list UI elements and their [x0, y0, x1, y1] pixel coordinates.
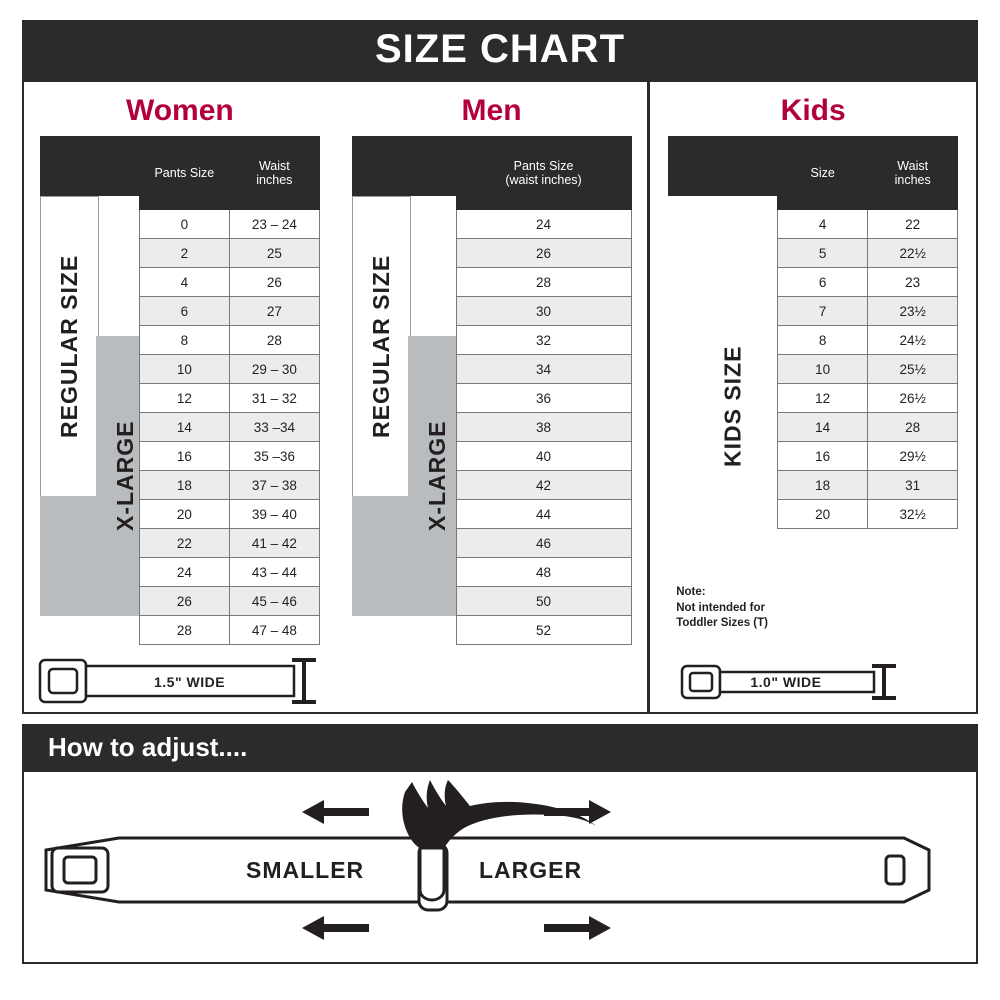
label-larger: LARGER	[479, 857, 583, 883]
men-table-row	[456, 471, 631, 500]
women-size-block	[40, 136, 320, 636]
how-to-adjust-body	[22, 772, 978, 964]
how-to-adjust-bar	[22, 724, 978, 772]
women-table-row	[139, 500, 319, 529]
women-table-row	[139, 529, 319, 558]
kids-table-row	[778, 384, 958, 413]
kids-table-row	[778, 355, 958, 384]
table-cell: 26	[139, 587, 229, 616]
column-men	[336, 82, 648, 712]
table-cell: 6	[139, 297, 229, 326]
table-cell: 31	[868, 471, 958, 500]
women-table-row	[139, 239, 319, 268]
kids-col-size: Size	[778, 137, 868, 210]
table-cell: 37 – 38	[229, 471, 319, 500]
page-title-bar	[22, 20, 978, 82]
men-table-body	[456, 210, 631, 645]
table-cell: 14	[139, 413, 229, 442]
label-smaller: SMALLER	[246, 857, 365, 883]
table-cell: 12	[139, 384, 229, 413]
table-cell: 29½	[868, 442, 958, 471]
men-size-block	[352, 136, 632, 636]
size-tables-area	[22, 82, 978, 714]
men-size-table	[456, 136, 632, 645]
kids-table-row	[778, 471, 958, 500]
kids-size-block	[668, 136, 958, 636]
men-belt-diagram	[336, 644, 648, 719]
table-cell: 10	[778, 355, 868, 384]
table-cell: 26	[229, 268, 319, 297]
kids-size-label: KIDS SIZE	[678, 196, 788, 616]
men-table-row	[456, 442, 631, 471]
table-cell: 52	[456, 616, 631, 645]
men-table-row	[456, 239, 631, 268]
men-table-row	[456, 355, 631, 384]
table-cell: 20	[778, 500, 868, 529]
table-cell: 16	[778, 442, 868, 471]
women-regular-size-label: REGULAR SIZE	[40, 196, 99, 496]
women-xlarge-label: X-LARGE	[96, 336, 155, 616]
table-cell: 22½	[868, 239, 958, 268]
table-cell: 35 –36	[229, 442, 319, 471]
table-cell: 25½	[868, 355, 958, 384]
men-col-pants-size: Pants Size (waist inches)	[456, 137, 631, 210]
women-table-row	[139, 210, 319, 239]
men-table-row	[456, 616, 631, 645]
kids-table-wrap	[777, 136, 958, 529]
kids-note: Note: Not intended for Toddler Sizes (T)	[676, 586, 768, 630]
women-table-row	[139, 326, 319, 355]
table-cell: 24½	[868, 326, 958, 355]
women-table-row	[139, 384, 319, 413]
women-table-row	[139, 442, 319, 471]
table-cell: 40	[456, 442, 631, 471]
table-cell: 33 –34	[229, 413, 319, 442]
table-cell: 4	[778, 210, 868, 239]
kids-table-row	[778, 297, 958, 326]
table-cell: 28	[139, 616, 229, 645]
women-table-row	[139, 471, 319, 500]
column-women	[24, 82, 336, 712]
table-cell: 47 – 48	[229, 616, 319, 645]
women-table-row	[139, 268, 319, 297]
table-cell: 28	[456, 268, 631, 297]
table-cell: 42	[456, 471, 631, 500]
table-cell: 23 – 24	[229, 210, 319, 239]
table-cell: 27	[229, 297, 319, 326]
men-regular-size-label: REGULAR SIZE	[352, 196, 411, 496]
kids-table-body	[778, 210, 958, 529]
women-table-row	[139, 587, 319, 616]
women-table-row	[139, 558, 319, 587]
table-cell: 23	[868, 268, 958, 297]
table-cell: 4	[139, 268, 229, 297]
table-cell: 45 – 46	[229, 587, 319, 616]
table-cell: 2	[139, 239, 229, 268]
table-cell: 0	[139, 210, 229, 239]
table-cell: 22	[868, 210, 958, 239]
how-to-adjust-heading: How to adjust....	[48, 732, 248, 762]
table-cell: 39 – 40	[229, 500, 319, 529]
table-header-row	[456, 137, 631, 210]
table-cell: 20	[139, 500, 229, 529]
kids-table-row	[778, 268, 958, 297]
table-cell: 24	[139, 558, 229, 587]
table-cell: 18	[139, 471, 229, 500]
women-col-pants-size: Pants Size	[139, 137, 229, 210]
women-size-table	[139, 136, 320, 645]
table-cell: 30	[456, 297, 631, 326]
table-cell: 14	[778, 413, 868, 442]
men-table-wrap	[456, 136, 632, 645]
table-cell: 12	[778, 384, 868, 413]
men-table-row	[456, 326, 631, 355]
table-cell: 6	[778, 268, 868, 297]
men-xlarge-label: X-LARGE	[408, 336, 467, 616]
table-header-row	[778, 137, 958, 210]
table-cell: 8	[139, 326, 229, 355]
men-heading: Men	[461, 94, 522, 127]
women-table-row	[139, 355, 319, 384]
women-col-waist: Waist inches	[229, 137, 319, 210]
table-cell: 8	[778, 326, 868, 355]
table-cell: 5	[778, 239, 868, 268]
kids-col-waist: Waist inches	[868, 137, 958, 210]
men-table-row	[456, 587, 631, 616]
men-table-row	[456, 210, 631, 239]
women-table-row	[139, 616, 319, 645]
women-table-body	[139, 210, 319, 645]
table-cell: 34	[456, 355, 631, 384]
table-cell: 48	[456, 558, 631, 587]
table-header-row	[139, 137, 319, 210]
table-cell: 22	[139, 529, 229, 558]
women-belt-diagram	[24, 644, 336, 719]
table-cell: 31 – 32	[229, 384, 319, 413]
women-heading: Women	[125, 94, 234, 127]
table-cell: 32½	[868, 500, 958, 529]
table-cell: 26	[456, 239, 631, 268]
table-cell: 41 – 42	[229, 529, 319, 558]
kids-table-row	[778, 326, 958, 355]
men-table-row	[456, 268, 631, 297]
kids-heading: Kids	[780, 94, 846, 127]
table-cell: 26½	[868, 384, 958, 413]
kids-size-table	[777, 136, 958, 529]
kids-table-row	[778, 442, 958, 471]
men-table-row	[456, 413, 631, 442]
women-table-wrap	[139, 136, 320, 645]
kids-table-row	[778, 413, 958, 442]
table-cell: 25	[229, 239, 319, 268]
kids-table-row	[778, 239, 958, 268]
men-table-row	[456, 297, 631, 326]
table-cell: 28	[868, 413, 958, 442]
kids-belt-diagram	[650, 644, 976, 719]
women-belt-width-label: 1.5" WIDE	[154, 674, 226, 690]
table-cell: 29 – 30	[229, 355, 319, 384]
table-cell: 36	[456, 384, 631, 413]
table-cell: 43 – 44	[229, 558, 319, 587]
women-table-row	[139, 297, 319, 326]
men-table-row	[456, 384, 631, 413]
table-cell: 18	[778, 471, 868, 500]
men-table-row	[456, 500, 631, 529]
table-cell: 46	[456, 529, 631, 558]
kids-belt-width-label: 1.0" WIDE	[750, 674, 822, 690]
women-table-row	[139, 413, 319, 442]
table-cell: 28	[229, 326, 319, 355]
table-cell: 32	[456, 326, 631, 355]
table-cell: 10	[139, 355, 229, 384]
table-cell: 38	[456, 413, 631, 442]
table-cell: 23½	[868, 297, 958, 326]
table-cell: 16	[139, 442, 229, 471]
table-cell: 44	[456, 500, 631, 529]
table-cell: 50	[456, 587, 631, 616]
column-kids	[647, 82, 976, 712]
table-cell: 24	[456, 210, 631, 239]
men-table-row	[456, 558, 631, 587]
kids-table-row	[778, 210, 958, 239]
kids-table-row	[778, 500, 958, 529]
men-table-row	[456, 529, 631, 558]
table-cell: 7	[778, 297, 868, 326]
page-title: SIZE CHART	[375, 27, 625, 71]
